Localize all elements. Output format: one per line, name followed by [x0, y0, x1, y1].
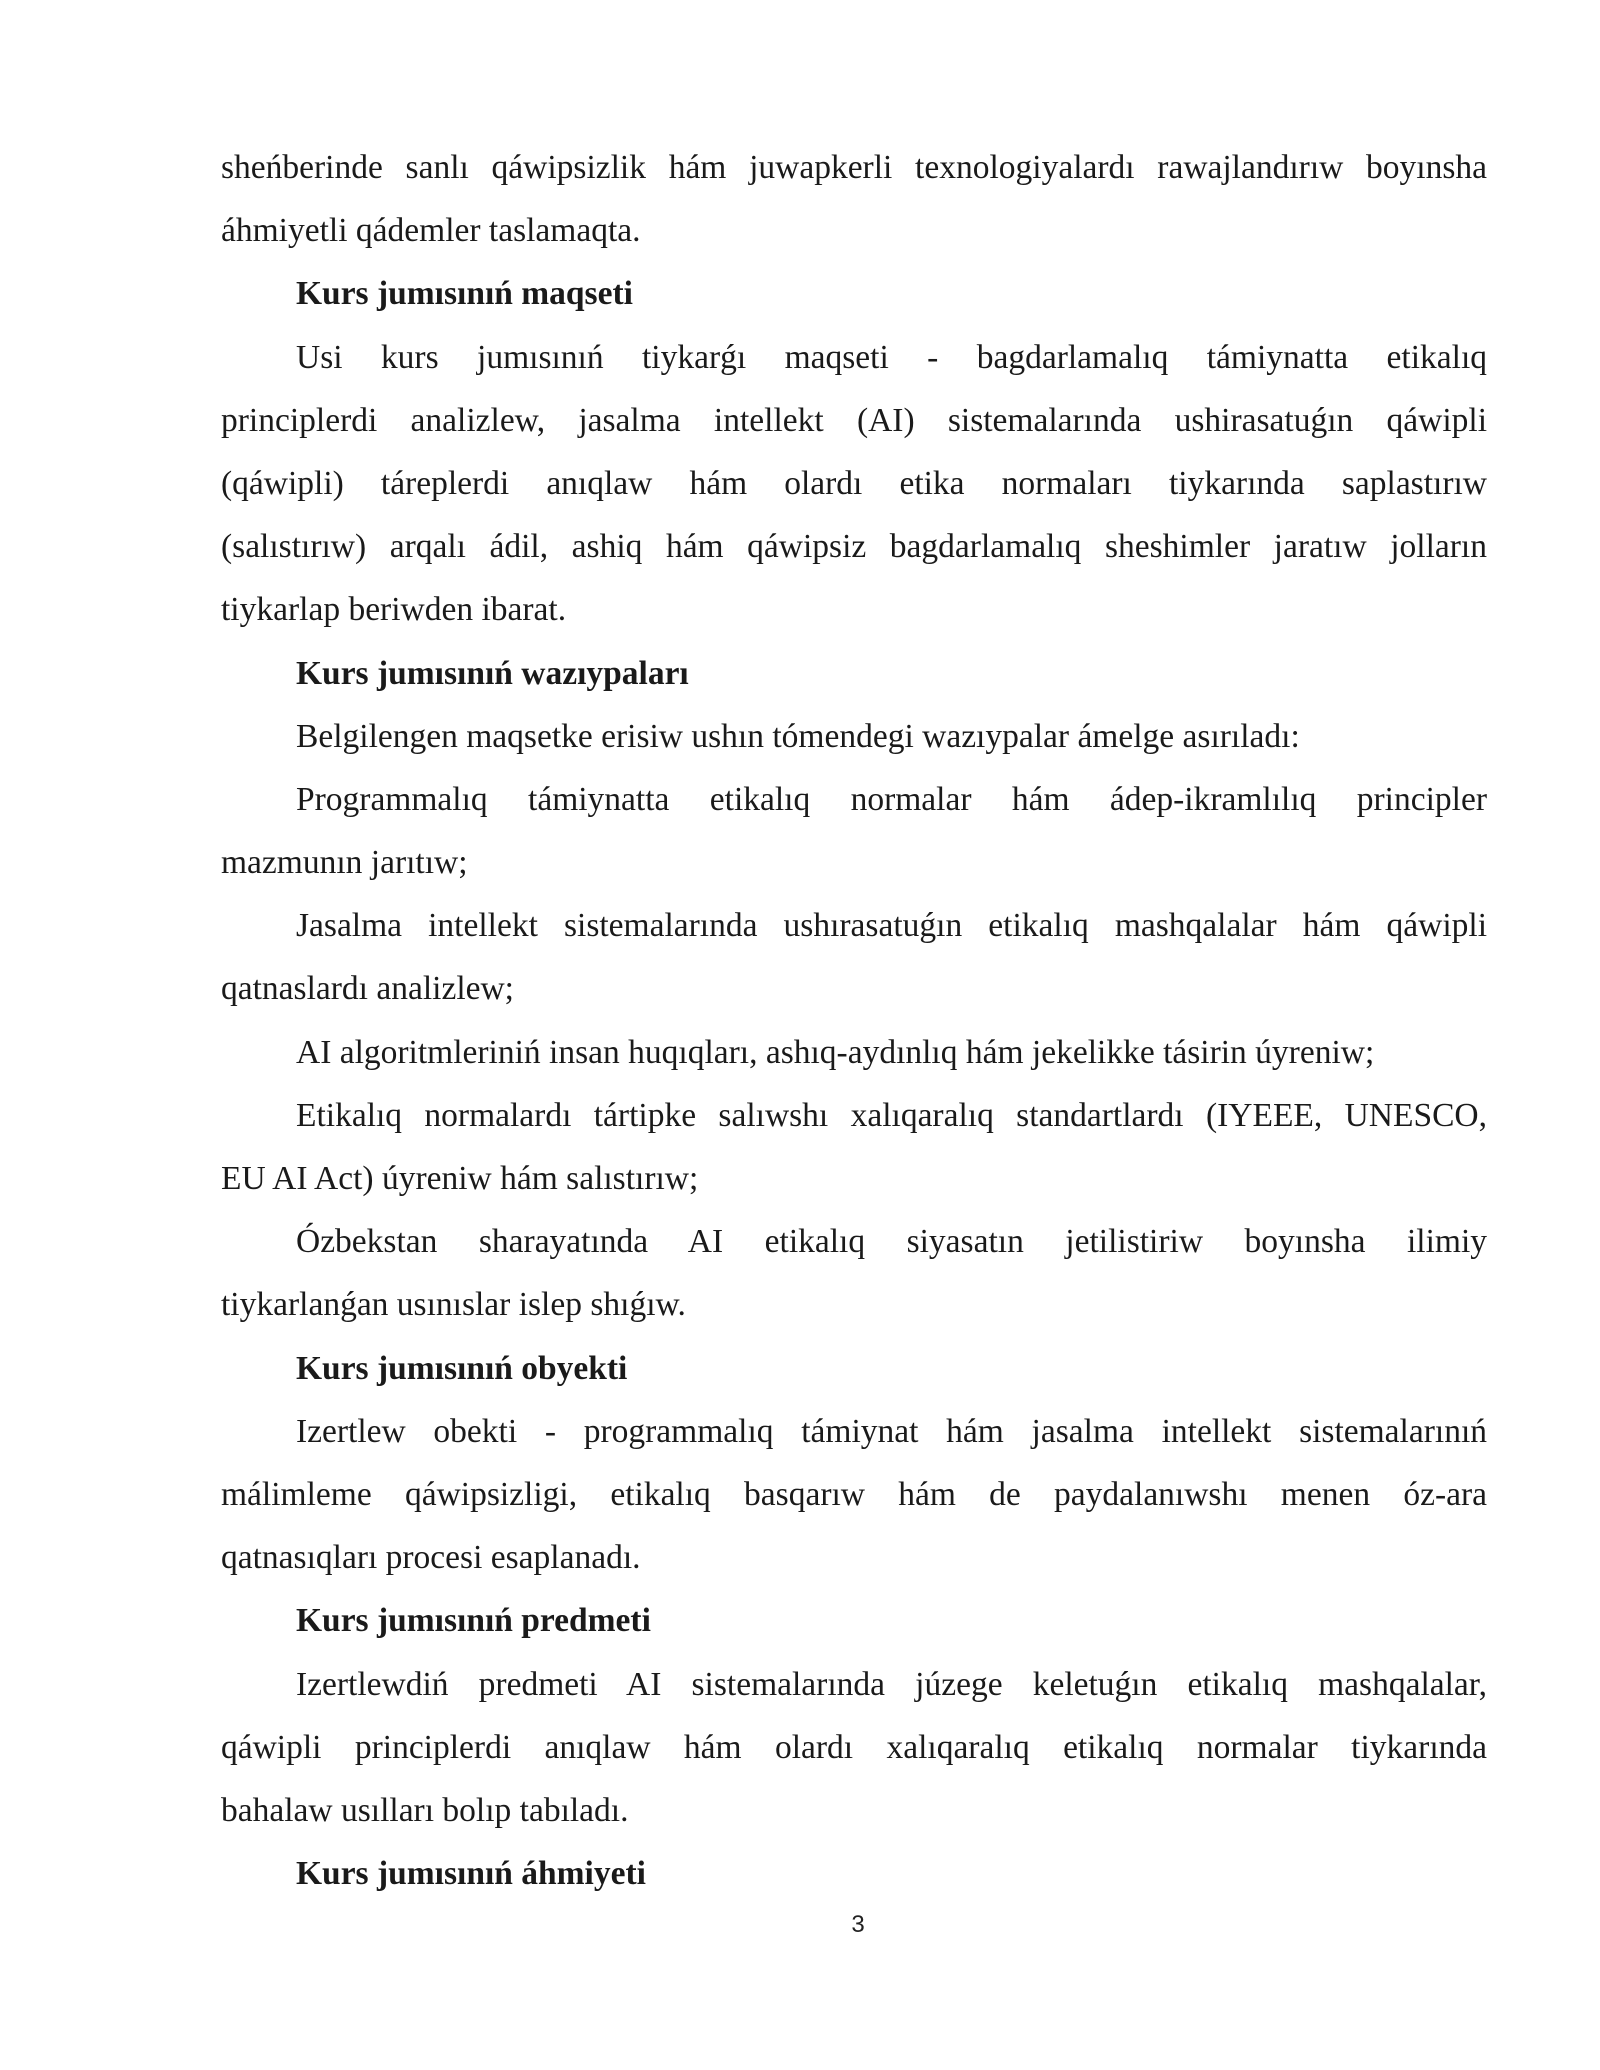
text-line: (salıstırıw) arqalı ádil, ashiq hám qáwipsiz bagdarlamalıq sheshimler jaratıw jolların — [221, 528, 1487, 566]
text-line: Jasalma intellekt sistemalarında ushırasatuǵın etikalıq mashqalalar hám qáwipli — [296, 907, 1487, 945]
document-body — [221, 136, 1487, 1905]
text-line: Etikalıq normalardı tártipke salıwshı xalıqaralıq standartlardı (IYEEE, UNESCO, — [296, 1096, 1487, 1134]
text-line: Usi kurs jumısınıń tiykarǵı maqseti - bagdarlamalıq támiynatta etikalıq — [296, 338, 1487, 376]
text-line: AI algoritmleriniń insan huqıqları, ashıq-aydınlıq hám jekelikke tásirin úyreniw; — [296, 1033, 1375, 1071]
text-line: Programmalıq támiynatta etikalıq normalar hám ádep-ikramlılıq principler — [296, 780, 1487, 818]
section-heading: Kurs jumısınıń maqseti — [296, 275, 633, 313]
section-heading: Kurs jumısınıń wazıypaları — [296, 654, 689, 692]
text-line: Izertlewdiń predmeti AI sistemalarında júzege keletuǵın etikalıq mashqalalar, — [296, 1665, 1487, 1703]
page-number: 3 — [851, 1911, 865, 1938]
text-line: mazmunın jarıtıw; — [221, 844, 468, 882]
text-line: qatnasıqları procesi esaplanadı. — [221, 1539, 641, 1577]
text-line: tiykarlanǵan usınıslar islep shıǵıw. — [221, 1286, 686, 1324]
text-line: principlerdi analizlew, jasalma intellekt (AI) sistemalarında ushirasatuǵın qáwipli — [221, 401, 1487, 439]
text-line: málimleme qáwipsizligi, etikalıq basqarıw hám de paydalanıwshı menen óz-ara — [221, 1475, 1487, 1513]
section-heading: Kurs jumısınıń predmeti — [296, 1602, 651, 1640]
text-line: bahalaw usılları bolıp tabıladı. — [221, 1791, 629, 1829]
text-line: sheńberinde sanlı qáwipsizlik hám juwapkerli texnologiyalardı rawajlandırıw boyınsha — [221, 149, 1487, 186]
text-line: Izertlew obekti - programmalıq támiynat hám jasalma intellekt sistemalarınıń — [296, 1412, 1487, 1450]
section-heading: Kurs jumısınıń áhmiyeti — [296, 1855, 646, 1893]
text-line: EU AI Act) úyreniw hám salıstırıw; — [221, 1160, 699, 1197]
text-line: (qáwipli) táreplerdi anıqlaw hám olardı etika normaları tiykarında saplastırıw — [221, 464, 1487, 502]
text-line: qáwipli principlerdi anıqlaw hám olardı xalıqaralıq etikalıq normalar tiykarında — [221, 1728, 1487, 1766]
text-line: tiykarlap beriwden ibarat. — [221, 591, 567, 629]
text-line: Belgilengen maqsetke erisiw ushın tómendegi wazıypalar ámelge asırıladı: — [296, 717, 1300, 755]
text-line: qatnaslardı analizlew; — [221, 970, 514, 1008]
text-line: Ózbekstan sharayatında AI etikalıq siyasatın jetilistiriw boyınsha ilimiy — [296, 1223, 1487, 1261]
section-heading: Kurs jumısınıń obyekti — [296, 1349, 628, 1387]
text-line: áhmiyetli qádemler taslamaqta. — [221, 212, 641, 250]
